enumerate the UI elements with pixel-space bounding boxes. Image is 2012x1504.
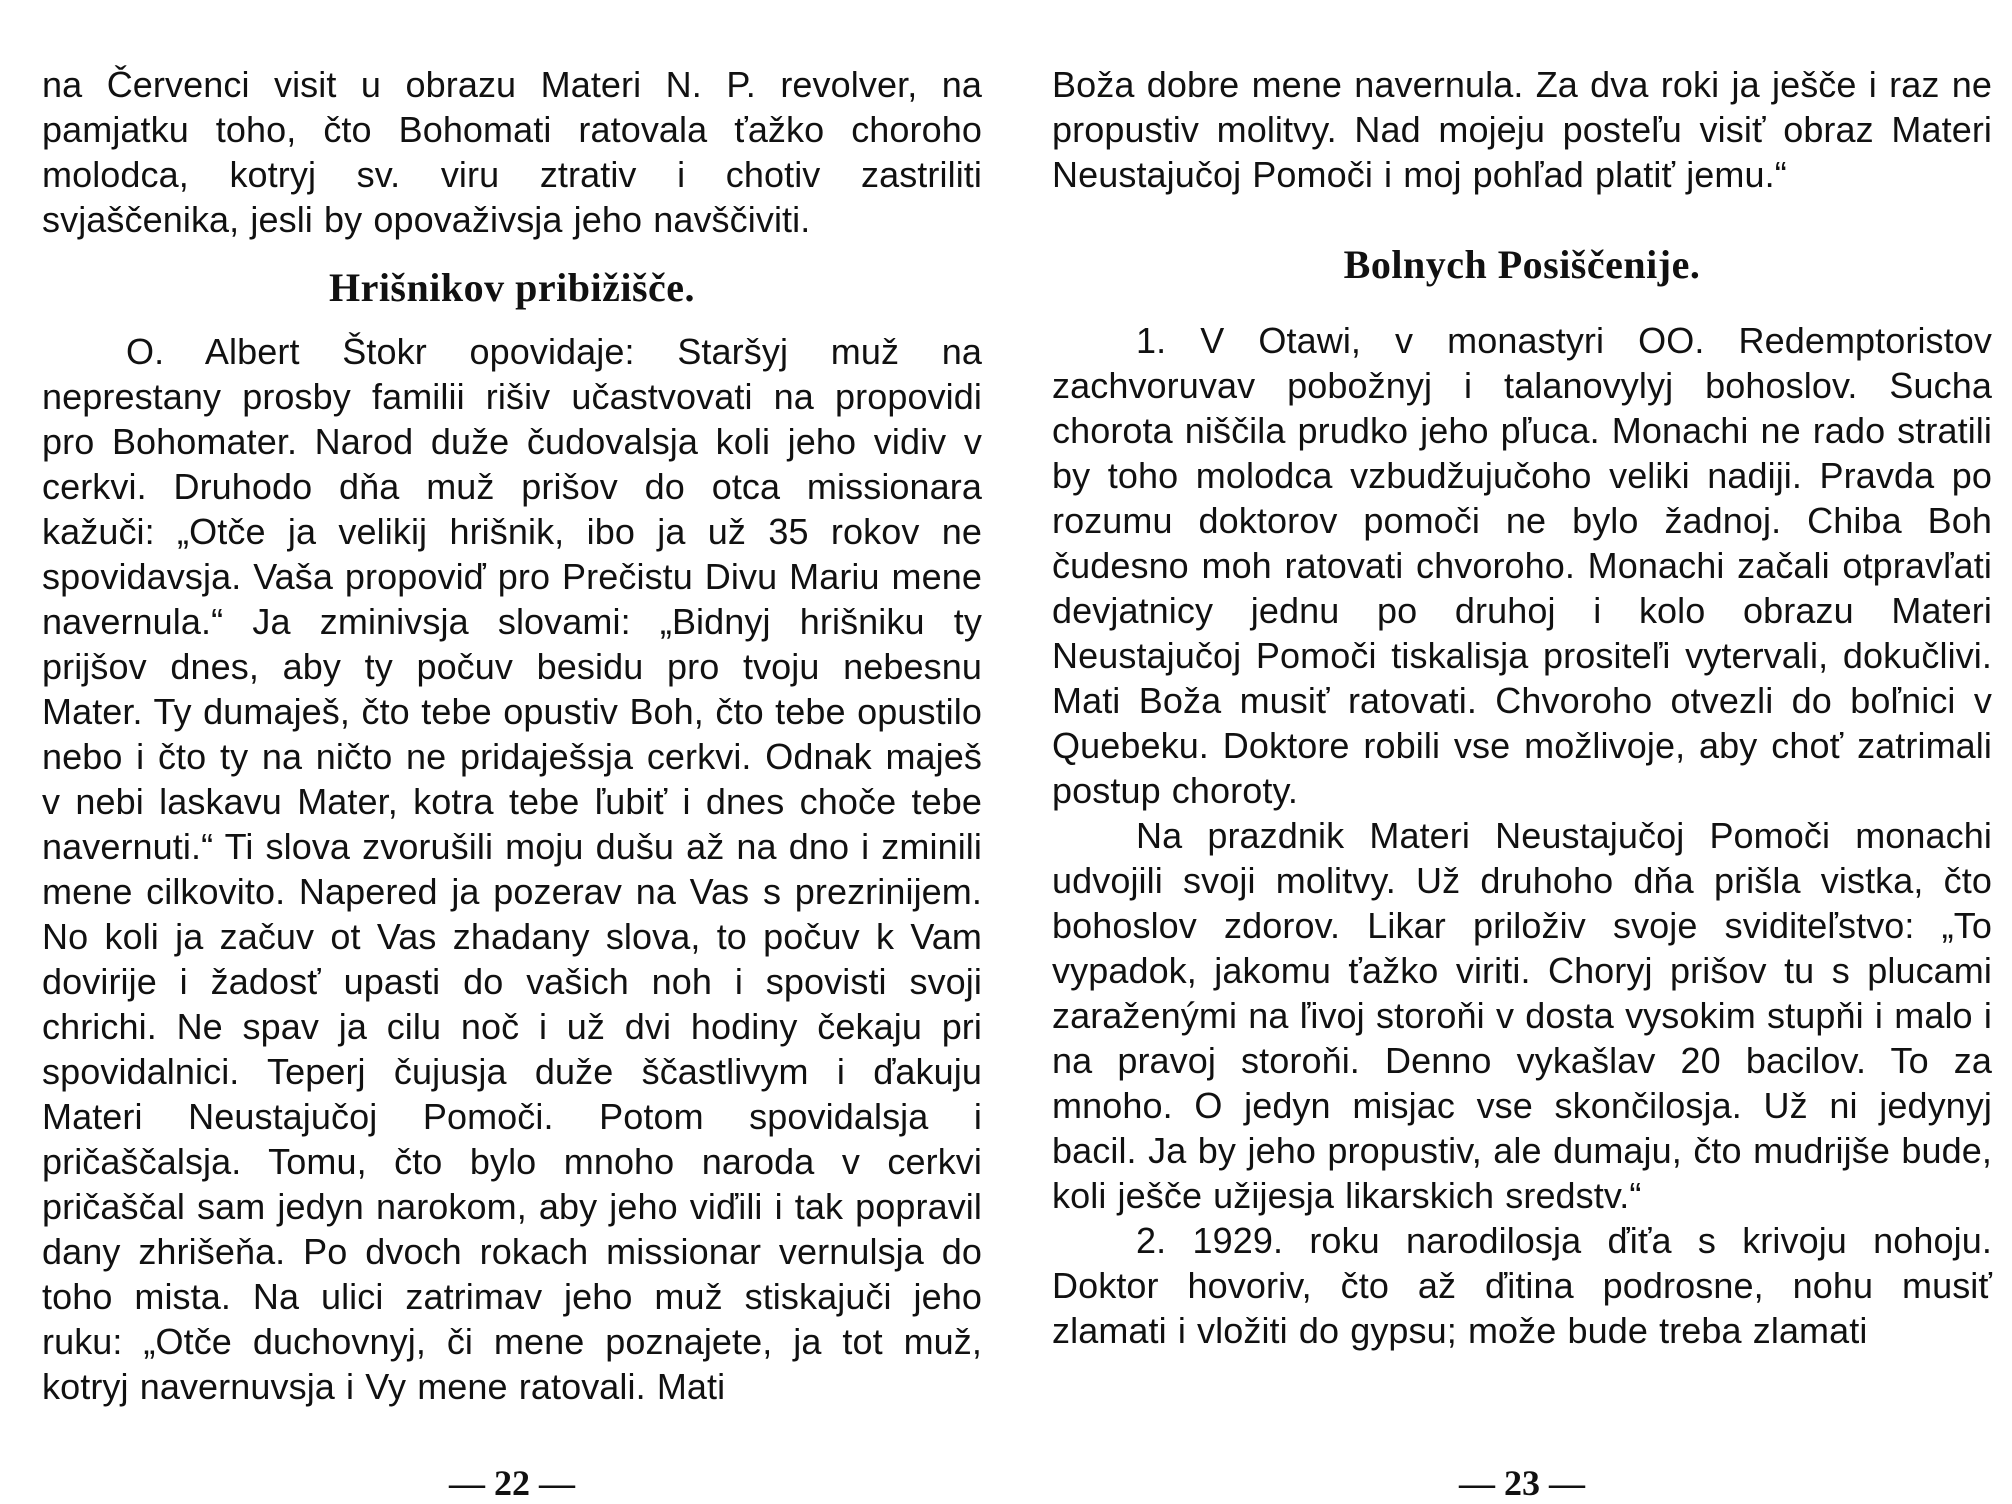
right-paragraph-feast: Na prazdnik Materi Neustajučoj Pomoči monachi udvojili svoji molitvy. Už druhoho dňa prišla vistka, čto bohoslov zdorov. Likar priloživ svoje sviditeľstvo: „To vypadok, jakomu ťažko viriti. Choryj prišov tu s plucami zaraženými na ľivoj storoňi v dosta vysokim stupňi i malo i na pravoj storoňi. Denno vykašlav 20 bacilov. To za mnoho. O jedyn misjac vse skončilosja. Už ni jedynyj bacil. Ja by jeho propustiv, ale dumaju, čto mudrijše bude, koli ješče užijesja likarskich sredstv.“ (1052, 815, 1992, 1216)
left-page (42, 62, 982, 1503)
left-paragraph-story: O. Albert Štokr opovidaje: Staršyj muž na neprestany prosby familii rišiv učastvovati na propovidi pro Bohomater. Narod duže čudovalsja koli jeho vidiv v cerkvi. Druhodo dňa muž prišov do otca missionara kažuči: „Otče ja velikij hrišnik, ibo ja už 35 rokov ne spovidavsja. Vaša propoviď pro Prečistu Divu Mariu mene navernula.“ Ja zminivsja slovami: „Bidnyj hrišniku ty prijšov dnes, aby ty počuv besidu pro tvoju nebesnu Mater. Ty dumaješ, čto tebe opustiv Boh, čto tebe opustilo nebo i čto ty na ničto ne pridaješsja cerkvi. Odnak maješ v nebi laskavu Mater, kotra tebe ľubiť i dnes choče tebe navernuti.“ Ti slova zvorušili moju dušu až na dno i zminili mene cilkovito. Napered ja pozerav na Vas s prezrinijem. No koli ja začuv ot Vas zhadany slova, to počuv k Vam dovirije i žadosť upasti do vašich noh i spovisti svoji chrichi. Ne spav ja cilu noč i už dvi hodiny čekaju pri spovidalnici. Teperj čujusja duže ščastlivym i ďakuju Materi Neustajučoj Pomoči. Potom spovidalsja i pričaščalsja. Tomu, čto bylo mnoho naroda v cerkvi pričaščal sam jedyn narokom, aby jeho viďili i tak popravil dany zhrišeňa. Po dvoch rokach missionar vernulsja do toho mista. Na ulici zatrimav jeho muž stiskajuči jeho ruku: „Otče duchovnyj, či mene poznajete, ja tot muž, kotryj navernuvsja i Vy mene ratovali. Mati (42, 331, 982, 1407)
right-page-number: — 23 — (1459, 1463, 1585, 1503)
left-page-number: — 22 — (449, 1463, 575, 1503)
right-paragraph-case-1: 1. V Otawi, v monastyri OO. Redemptoristov zachvoruvav pobožnyj i talanovylyj bohoslov. Sucha chorota niščila prudko jeho pľuca. Monachi ne rado stratili by toho molodca vzbudžujučoho veliki nadiji. Pravda po rozumu doktorov pomoči ne bylo žadnoj. Chiba Boh čudesno moh ratovati chvoroho. Monachi začali otpravľati devjatnicy jednu po druhoj i kolo obrazu Materi Neustajučoj Pomoči tiskalisja prositeľi vytervali, dokučlivi. Mati Boža musiť ratovati. Chvoroho otvezli do boľnici v Quebeku. Doktore robili vse možlivoje, aby choť zatrimali postup choroty. (1052, 320, 1992, 811)
right-section-heading: Bolnych Posiščenije. (1343, 242, 1701, 287)
left-paragraph-continued: na Červenci visit u obrazu Materi N. P. revolver, na pamjatku toho, čto Bohomati ratovala ťažko choroho molodca, kotryj sv. viru ztrativ i chotiv zastriliti svjaščenika, jesli by opovaživsja jeho navščiviti. (42, 64, 982, 240)
right-paragraph-case-2: 2. 1929. roku narodilosja ďiťa s krivoju nohoju. Doktor hovoriv, čto až ďitina podrosne, nohu musiť zlamati i vložiti do gypsu; može bude treba zlamati (1052, 1220, 1992, 1351)
left-section-heading: Hrišnikov pribižišče. (328, 265, 696, 310)
right-page (1052, 62, 1992, 1503)
right-paragraph-continued: Boža dobre mene navernula. Za dva roki ja ješče i raz ne propustiv molitvy. Nad mojeju posteľu visiť obraz Materi Neustajučoj Pomoči i moj pohľad platiť jemu.“ (1052, 64, 1992, 195)
